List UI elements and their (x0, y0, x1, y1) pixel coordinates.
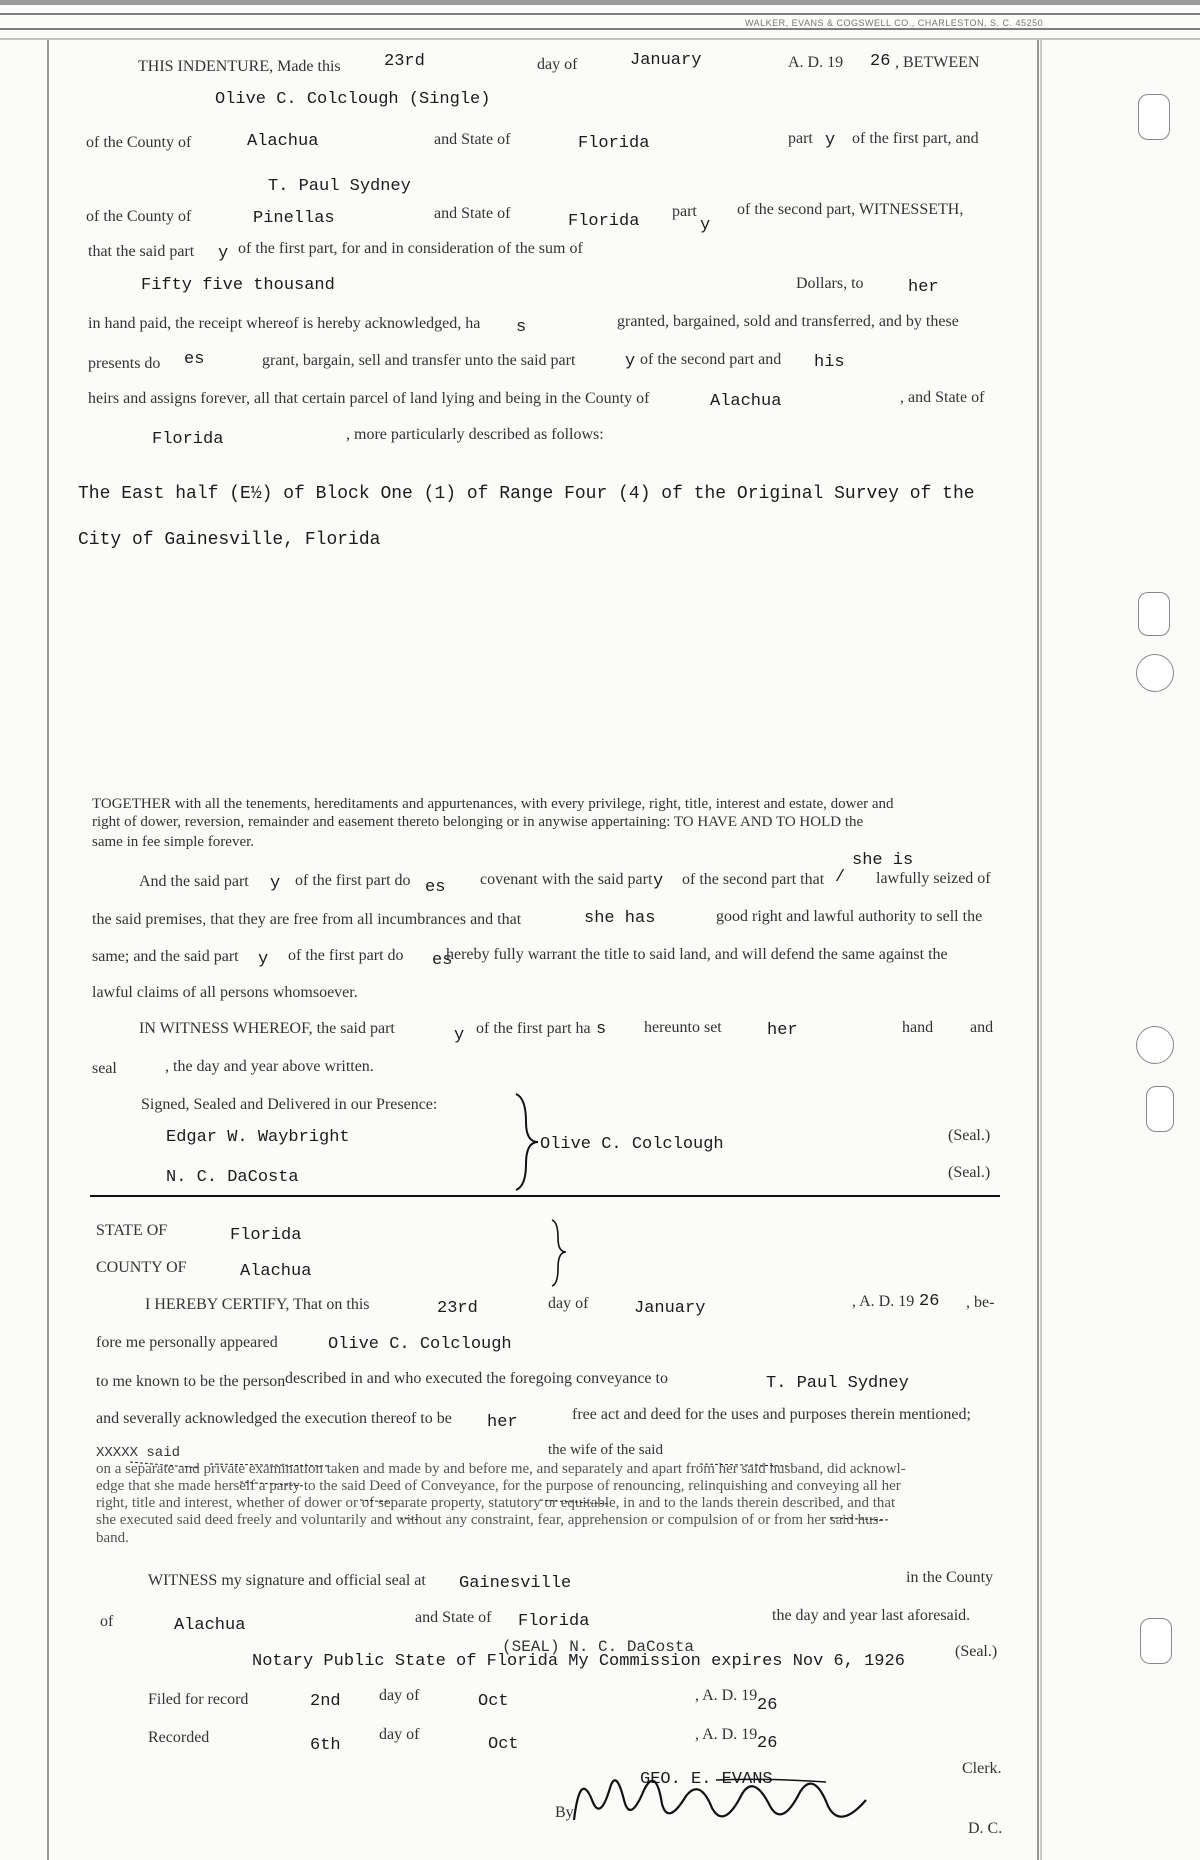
seal-word: seal (92, 1060, 117, 1077)
seal-label: (Seal.) (948, 1164, 991, 1181)
state-label: and State of (415, 1609, 492, 1626)
dc-label: D. C. (968, 1820, 1003, 1837)
part-suffix: y (825, 131, 836, 150)
be-label: , be- (966, 1294, 995, 1311)
witness-2-name: N. C. DaCosta (166, 1168, 299, 1187)
in-county-label: in the County (906, 1569, 994, 1586)
part-label: part (788, 130, 813, 147)
part-suffix: y (700, 216, 711, 235)
binder-hole (1138, 592, 1170, 636)
first-part-label: of the first part, and (852, 130, 979, 147)
appeared-label: fore me personally appeared (96, 1334, 278, 1351)
binder-ring (1136, 654, 1174, 692)
ack-w-county: Alachua (174, 1616, 246, 1635)
examination-line2: edge that she made herself a party to the said Deed of Conveyance, for the purpose of renouncing, relinquishing and conveying all her (96, 1478, 901, 1494)
ack-state: Florida (230, 1226, 302, 1245)
of-label: of (100, 1613, 114, 1630)
ack-state-label: STATE OF (96, 1222, 168, 1239)
in-witness-lead: IN WITNESS WHEREOF, the said part (139, 1020, 395, 1037)
x-overstrikes (90, 1442, 1010, 1546)
first-part-do: of the first part do (295, 872, 411, 889)
filed-month: Oct (478, 1692, 509, 1711)
she-has: she has (584, 909, 656, 928)
day-year-text: , the day and year above written. (165, 1058, 374, 1075)
grantee-name: T. Paul Sydney (268, 177, 411, 196)
crossed-and-said: XXXXX said (96, 1445, 181, 1461)
covenant-insert: she is (852, 851, 914, 870)
grantor-state: Florida (578, 134, 650, 153)
venue-brace (548, 1218, 572, 1288)
recorded-year: 26 (757, 1734, 778, 1753)
covenant-line4: lawful claims of all persons whomsoever. (92, 984, 358, 1001)
described-label: , more particularly described as follows: (346, 426, 604, 443)
ack-year: 26 (919, 1292, 940, 1311)
verb-suffix: s (596, 1020, 607, 1039)
ack-day: 23rd (437, 1299, 478, 1318)
examination-line4: she executed said deed freely and voluntarily and without any constraint, fear, apprehension or compulsion of or from her said hus- (96, 1512, 884, 1528)
binder-hole (1146, 1086, 1174, 1132)
part-suffix: y (454, 1026, 465, 1045)
covenant-line3: same; and the said part (92, 948, 239, 965)
covenant-line2: the said premises, that they are free from all incumbrances and that (92, 911, 522, 928)
ack-w-state: Florida (518, 1612, 590, 1631)
ack-month: January (634, 1299, 706, 1318)
recorded-month: Oct (488, 1735, 519, 1754)
ack-grantee: T. Paul Sydney (766, 1374, 909, 1393)
verb-suffix: es (184, 350, 205, 369)
verb-suffix: es (425, 878, 446, 897)
free-act-text: free act and deed for the uses and purposes therein mentioned; (572, 1406, 971, 1423)
verb-suffix: es (432, 951, 453, 970)
granted-text: granted, bargained, sold and transferred, and by these (617, 313, 959, 330)
insert-caret: / (835, 868, 846, 887)
ack-appeared-name: Olive C. Colclough (328, 1335, 512, 1354)
deputy-clerk-signature (566, 1760, 876, 1840)
deed-month: January (630, 51, 702, 70)
between-label: , BETWEEN (895, 54, 980, 71)
wife-of-said: the wife of the said (548, 1442, 663, 1458)
deed-day: 23rd (384, 52, 425, 71)
grantee-county: Pinellas (253, 209, 335, 228)
ad-label: , A. D. 19 (695, 1726, 758, 1743)
covenant-with: covenant with the said part (480, 871, 653, 888)
ad-label: , A. D. 19 (852, 1293, 915, 1310)
seal-label: (Seal.) (948, 1127, 991, 1144)
by-label: By (555, 1804, 574, 1821)
paid-to: her (908, 278, 939, 297)
together-line1: TOGETHER with all the tenements, hereditaments and appurtenances, with every privilege, right, title, interest and estate, dower and (92, 796, 894, 812)
second-part-and: of the second part and (640, 351, 782, 368)
county-label: of the County of (86, 208, 192, 225)
grantor-county: Alachua (247, 132, 319, 151)
binder-ring (1136, 1026, 1174, 1064)
grant-text: grant, bargain, sell and transfer unto the said part (262, 352, 576, 369)
part-suffix: y (653, 872, 664, 891)
part-suffix: y (270, 874, 281, 893)
dollars-to-label: Dollars, to (796, 275, 864, 292)
land-description-line2: City of Gainesville, Florida (78, 530, 381, 550)
examination-line3: right, title and interest, whether of dower or of separate property, statutory or equitable, in and to the lands therein described, and that (96, 1495, 896, 1511)
pronoun-her: her (487, 1413, 518, 1432)
part-suffix: y (218, 244, 229, 263)
pronoun-his: his (814, 353, 845, 372)
together-line3: same in fee simple forever. (92, 834, 255, 850)
second-part-that: of the second part that (682, 871, 825, 888)
covenant-lead: And the said part (139, 873, 249, 890)
state-label: and State of (434, 205, 511, 222)
filed-year: 26 (757, 1696, 778, 1715)
warrant-text: hereby fully warrant the title to said land, and will defend the same against the (446, 946, 948, 963)
grantor-name: Olive C. Colclough (Single) (215, 90, 491, 109)
recorded-label: Recorded (148, 1729, 210, 1746)
ack-place: Gainesville (459, 1574, 572, 1593)
county-label: of the County of (86, 134, 192, 151)
known-person: to me known to be the person (96, 1373, 286, 1390)
consideration-lead: that the said part (88, 243, 195, 260)
land-county: Alachua (710, 392, 782, 411)
certify-lead: I HEREBY CERTIFY, That on this (145, 1296, 370, 1313)
day-of-label: day of (379, 1726, 420, 1743)
first-part-do: of the first part do (288, 947, 404, 964)
land-description-line1: The East half (E½) of Block One (1) of Range Four (4) of the Original Survey of the (78, 484, 975, 504)
ad-label: A. D. 19 (788, 54, 844, 71)
deed-year: 26 (870, 52, 891, 71)
signed-sealed-label: Signed, Sealed and Delivered in our Presence: (141, 1096, 438, 1113)
acknowledged-text: and severally acknowledged the execution thereof to be (96, 1410, 452, 1427)
binder-hole (1138, 94, 1170, 140)
filed-label: Filed for record (148, 1691, 249, 1708)
examination-line1: on a separate and private examination taken and made by and before me, and separately and apart from her said husband, did acknowl- (96, 1461, 906, 1477)
grantor-signature: Olive C. Colclough (540, 1135, 724, 1154)
and-label: and (970, 1019, 994, 1036)
verb-suffix: s (516, 318, 527, 337)
binder-hole (1140, 1618, 1172, 1664)
day-of-label: day of (379, 1687, 420, 1704)
day-of-label: day of (537, 56, 578, 73)
last-aforesaid-label: the day and year last aforesaid. (772, 1607, 971, 1624)
consideration-sum: Fifty five thousand (141, 276, 335, 295)
presents-label: presents do (88, 355, 161, 372)
grantee-state: Florida (568, 212, 640, 231)
executed-text: described in and who executed the foregoing conveyance to (285, 1370, 668, 1387)
day-of-label: day of (548, 1295, 589, 1312)
land-state: Florida (152, 430, 224, 449)
filed-day: 2nd (310, 1692, 341, 1711)
state-label: and State of (434, 131, 511, 148)
hereunto-set: hereunto set (644, 1019, 722, 1036)
printer-imprint: WALKER, EVANS & COGSWELL CO., CHARLESTON, S. C. 45250 (745, 18, 1044, 28)
examination-line5: band. (96, 1530, 129, 1546)
ad-label: , A. D. 19 (695, 1687, 758, 1704)
witness-1-name: Edgar W. Waybright (166, 1128, 350, 1147)
pronoun-her: her (767, 1021, 798, 1040)
heirs-text: heirs and assigns forever, all that certain parcel of land lying and being in the County of (88, 390, 650, 407)
clerk-label: Clerk. (962, 1760, 1002, 1777)
second-part-label: of the second part, WITNESSETH, (737, 201, 964, 218)
witness-signature-label: WITNESS my signature and official seal at (148, 1572, 426, 1589)
seal-label: (Seal.) (955, 1643, 998, 1660)
clerk-name: GEO. E. EVANS (640, 1770, 773, 1789)
notary-seal-overprint: (SEAL) N. C. DaCosta (502, 1638, 695, 1656)
hand-label: hand (902, 1019, 934, 1036)
ack-county-label: COUNTY OF (96, 1259, 187, 1276)
part-suffix: y (625, 352, 636, 371)
first-part-has: of the first part ha (476, 1020, 591, 1037)
receipt-text: in hand paid, the receipt whereof is hereby acknowledged, ha (88, 315, 481, 332)
part-suffix: y (258, 950, 269, 969)
together-line2: right of dower, reversion, remainder and easement thereto belonging or in anywise appertaining: TO HAVE AND TO HOLD the (92, 814, 864, 830)
and-state-label: , and State of (900, 389, 985, 406)
ack-county: Alachua (240, 1262, 312, 1281)
part-label: part (672, 203, 697, 220)
authority-text: good right and lawful authority to sell the (716, 908, 983, 925)
seized-label: lawfully seized of (876, 870, 991, 887)
consideration-text: of the first part, for and in consideration of the sum of (238, 240, 583, 257)
recorded-day: 6th (310, 1736, 341, 1755)
indenture-label: THIS INDENTURE, Made this (138, 58, 341, 75)
notary-line: Notary Public State of Florida My Commission expires Nov 6, 1926 (252, 1652, 905, 1671)
